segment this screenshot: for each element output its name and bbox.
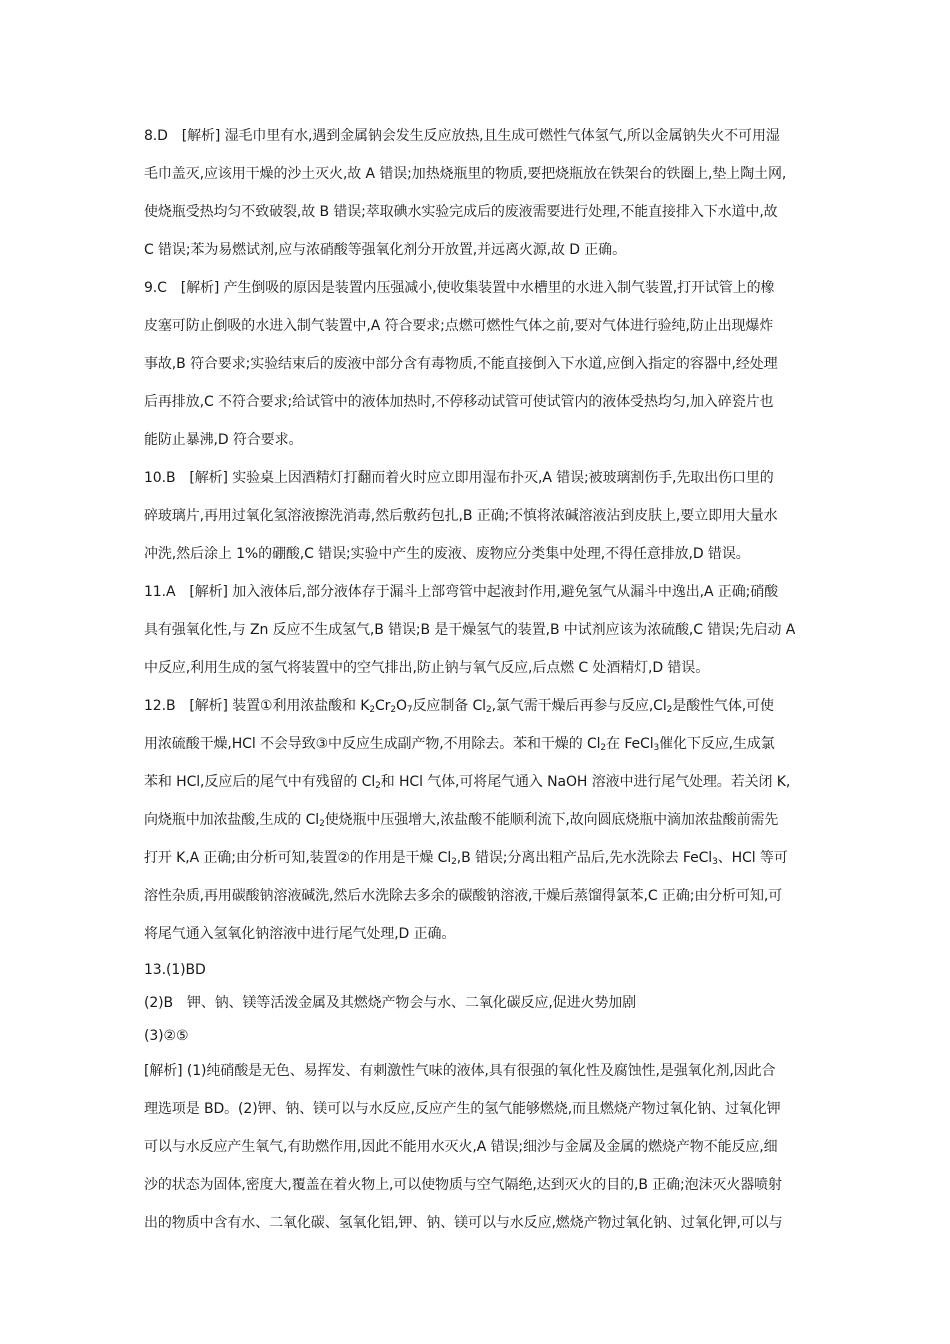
subscript: 2 bbox=[375, 781, 381, 791]
subscript: 2 bbox=[666, 705, 673, 715]
text-segment: 苯和 HCl,反应后的尾气中有残留的 Cl bbox=[144, 774, 376, 790]
text-line bbox=[144, 427, 814, 465]
text-segment: 中反应,利用生成的氢气将装置中的空气排出,防止钠与氧气反应,后点燃 C 处酒精灯,D 错误。 bbox=[144, 660, 710, 676]
text-line bbox=[144, 1096, 814, 1134]
text-segment: 、HCl 等可 bbox=[717, 850, 788, 866]
subscript: 2 bbox=[369, 705, 375, 715]
subscript: 3 bbox=[653, 743, 660, 753]
text-segment: 8.D [解析] 湿毛巾里有水,遇到金属钠会发生反应放热,且生成可燃性气体氢气,所以金属钠失火不可用湿 bbox=[144, 128, 780, 144]
text-segment: ,氯气需干燥后再参与反应,Cl bbox=[491, 698, 667, 714]
text-line bbox=[144, 1058, 814, 1096]
text-segment: Cr bbox=[374, 698, 391, 714]
answer-explanation-document bbox=[144, 123, 814, 1248]
text-line bbox=[144, 1134, 814, 1172]
text-segment: 毛巾盖灭,应该用干燥的沙土灭火,故 A 错误;加热烧瓶里的物质,要把烧瓶放在铁架台的铁圈上,垫上陶土网, bbox=[144, 166, 787, 182]
subscript: 2 bbox=[451, 857, 457, 867]
text-segment: 13.(1)BD bbox=[144, 962, 206, 978]
text-line bbox=[144, 921, 814, 959]
subscript: 2 bbox=[319, 819, 325, 829]
text-segment: 是酸性气体,可使 bbox=[672, 698, 774, 714]
text-segment: 在 FeCl bbox=[606, 736, 654, 752]
text-line bbox=[144, 959, 814, 992]
text-segment: 皮塞可防止倒吸的水进入制气装置中,A 符合要求;点燃可燃性气体之前,要对气体进行验纯,防止出现爆炸 bbox=[144, 318, 774, 334]
text-line bbox=[144, 465, 814, 503]
text-segment: 反应制备 Cl bbox=[412, 698, 486, 714]
subscript: 2 bbox=[485, 705, 492, 715]
text-line bbox=[144, 579, 814, 617]
text-segment: 后再排放,C 不符合要求;给试管中的液体加热时,不停移动试管可使试管内的液体受热均匀,加入碎瓷片也 bbox=[144, 394, 774, 410]
text-segment: 9.C [解析] 产生倒吸的原因是装置内压强减小,使收集装置中水槽里的水进入制气装置,打开试管上的橡 bbox=[144, 280, 775, 296]
text-line bbox=[144, 883, 814, 921]
text-line bbox=[144, 199, 814, 237]
text-segment: 将尾气通入氢氧化钠溶液中进行尾气处理,D 正确。 bbox=[144, 926, 456, 942]
text-line bbox=[144, 541, 814, 579]
text-line bbox=[144, 123, 814, 161]
text-line bbox=[144, 351, 814, 389]
subscript: 7 bbox=[406, 705, 413, 715]
text-line bbox=[144, 617, 814, 655]
text-line bbox=[144, 503, 814, 541]
text-line bbox=[144, 1210, 814, 1248]
text-segment: 10.B [解析] 实验桌上因酒精灯打翻而着火时应立即用湿布扑灭,A 错误;被玻璃割伤手,先取出伤口里的 bbox=[144, 470, 774, 486]
text-line bbox=[144, 845, 814, 883]
text-line bbox=[144, 1172, 814, 1210]
subscript: 2 bbox=[390, 705, 396, 715]
text-segment: [解析] (1)纯硝酸是无色、易挥发、有刺激性气味的液体,具有很强的氧化性及腐蚀性,是强氧化剂,因此合 bbox=[144, 1063, 776, 1079]
text-segment: 事故,B 符合要求;实验结束后的废液中部分含有毒物质,不能直接倒入下水道,应倒入指定的容器中,经处理 bbox=[144, 356, 778, 372]
text-segment: 能防止暴沸,D 符合要求。 bbox=[144, 432, 303, 448]
text-line bbox=[144, 693, 814, 731]
text-line bbox=[144, 655, 814, 693]
text-segment: 出的物质中含有水、二氧化碳、氢氧化铝,钾、钠、镁可以与水反应,燃烧产物过氧化钠、过氧化钾,可以与 bbox=[144, 1215, 783, 1231]
text-line bbox=[144, 161, 814, 199]
text-line bbox=[144, 769, 814, 807]
text-line bbox=[144, 389, 814, 427]
text-segment: 使烧瓶中压强增大,浓盐酸不能顺利流下,故向圆底烧瓶中滴加浓盐酸前需先 bbox=[324, 812, 779, 828]
text-segment: 向烧瓶中加浓盐酸,生成的 Cl bbox=[144, 812, 320, 828]
text-segment: 理选项是 BD。(2)钾、钠、镁可以与水反应,反应产生的氢气能够燃烧,而且燃烧产物过氧化钠、过氧化钾 bbox=[144, 1101, 781, 1117]
text-line bbox=[144, 731, 814, 769]
text-segment: O bbox=[395, 698, 407, 714]
text-segment: 和 HCl 气体,可将尾气通入 NaOH 溶液中进行尾气处理。若关闭 K, bbox=[380, 774, 791, 790]
text-segment: 用浓硫酸干燥,HCl 不会导致③中反应生成副产物,不用除去。苯和干燥的 Cl bbox=[144, 736, 601, 752]
text-segment: 冲洗,然后涂上 1%的硼酸,C 错误;实验中产生的废液、废物应分类集中处理,不得任意排放,D 错误。 bbox=[144, 546, 750, 562]
text-line bbox=[144, 313, 814, 351]
text-segment: 沙的状态为固体,密度大,覆盖在着火物上,可以使物质与空气隔绝,达到灭火的目的,B 正确;泡沫灭火器喷射 bbox=[144, 1177, 782, 1193]
text-segment: ,B 错误;分离出粗产品后,先水洗除去 FeCl bbox=[456, 850, 713, 866]
text-segment: (3)②⑤ bbox=[144, 1028, 189, 1044]
text-segment: 可以与水反应产生氧气,有助燃作用,因此不能用水灭火,A 错误;细沙与金属及金属的燃烧产物不能反应,细 bbox=[144, 1139, 778, 1155]
text-segment: 打开 K,A 正确;由分析可知,装置②的作用是干燥 Cl bbox=[144, 850, 452, 866]
text-segment: 具有强氧化性,与 Zn 反应不生成氢气,B 错误;B 是干燥氢气的装置,B 中试剂应该为浓硫酸,C 错误;先启动 A bbox=[144, 622, 796, 638]
text-segment: (2)B 钾、钠、镁等活泼金属及其燃烧产物会与水、二氧化碳反应,促进火势加剧 bbox=[144, 995, 637, 1011]
subscript: 3 bbox=[712, 857, 718, 867]
text-segment: 11.A [解析] 加入液体后,部分液体存于漏斗上部弯管中起液封作用,避免氢气从漏斗中逸出,A 正确;硝酸 bbox=[144, 584, 779, 600]
text-line bbox=[144, 992, 814, 1025]
text-segment: 催化下反应,生成氯 bbox=[659, 736, 775, 752]
text-line bbox=[144, 237, 814, 275]
text-line bbox=[144, 1025, 814, 1058]
text-line bbox=[144, 807, 814, 845]
text-segment: 12.B [解析] 装置①利用浓盐酸和 K bbox=[144, 698, 370, 714]
text-segment: 碎玻璃片,再用过氧化氢溶液擦洗消毒,然后敷药包扎,B 正确;不慎将浓碱溶液沾到皮肤上,要立即用大量水 bbox=[144, 508, 778, 524]
subscript: 2 bbox=[600, 743, 607, 753]
text-line bbox=[144, 275, 814, 313]
text-segment: 溶性杂质,再用碳酸钠溶液碱洗,然后水洗除去多余的碳酸钠溶液,干燥后蒸馏得氯苯,C 正确;由分析可知,可 bbox=[144, 888, 783, 904]
text-segment: C 错误;苯为易燃试剂,应与浓硝酸等强氧化剂分开放置,并远离火源,故 D 正确。 bbox=[144, 242, 626, 258]
text-segment: 使烧瓶受热均匀不致破裂,故 B 错误;萃取碘水实验完成后的废液需要进行处理,不能直接排入下水道中,故 bbox=[144, 204, 778, 220]
